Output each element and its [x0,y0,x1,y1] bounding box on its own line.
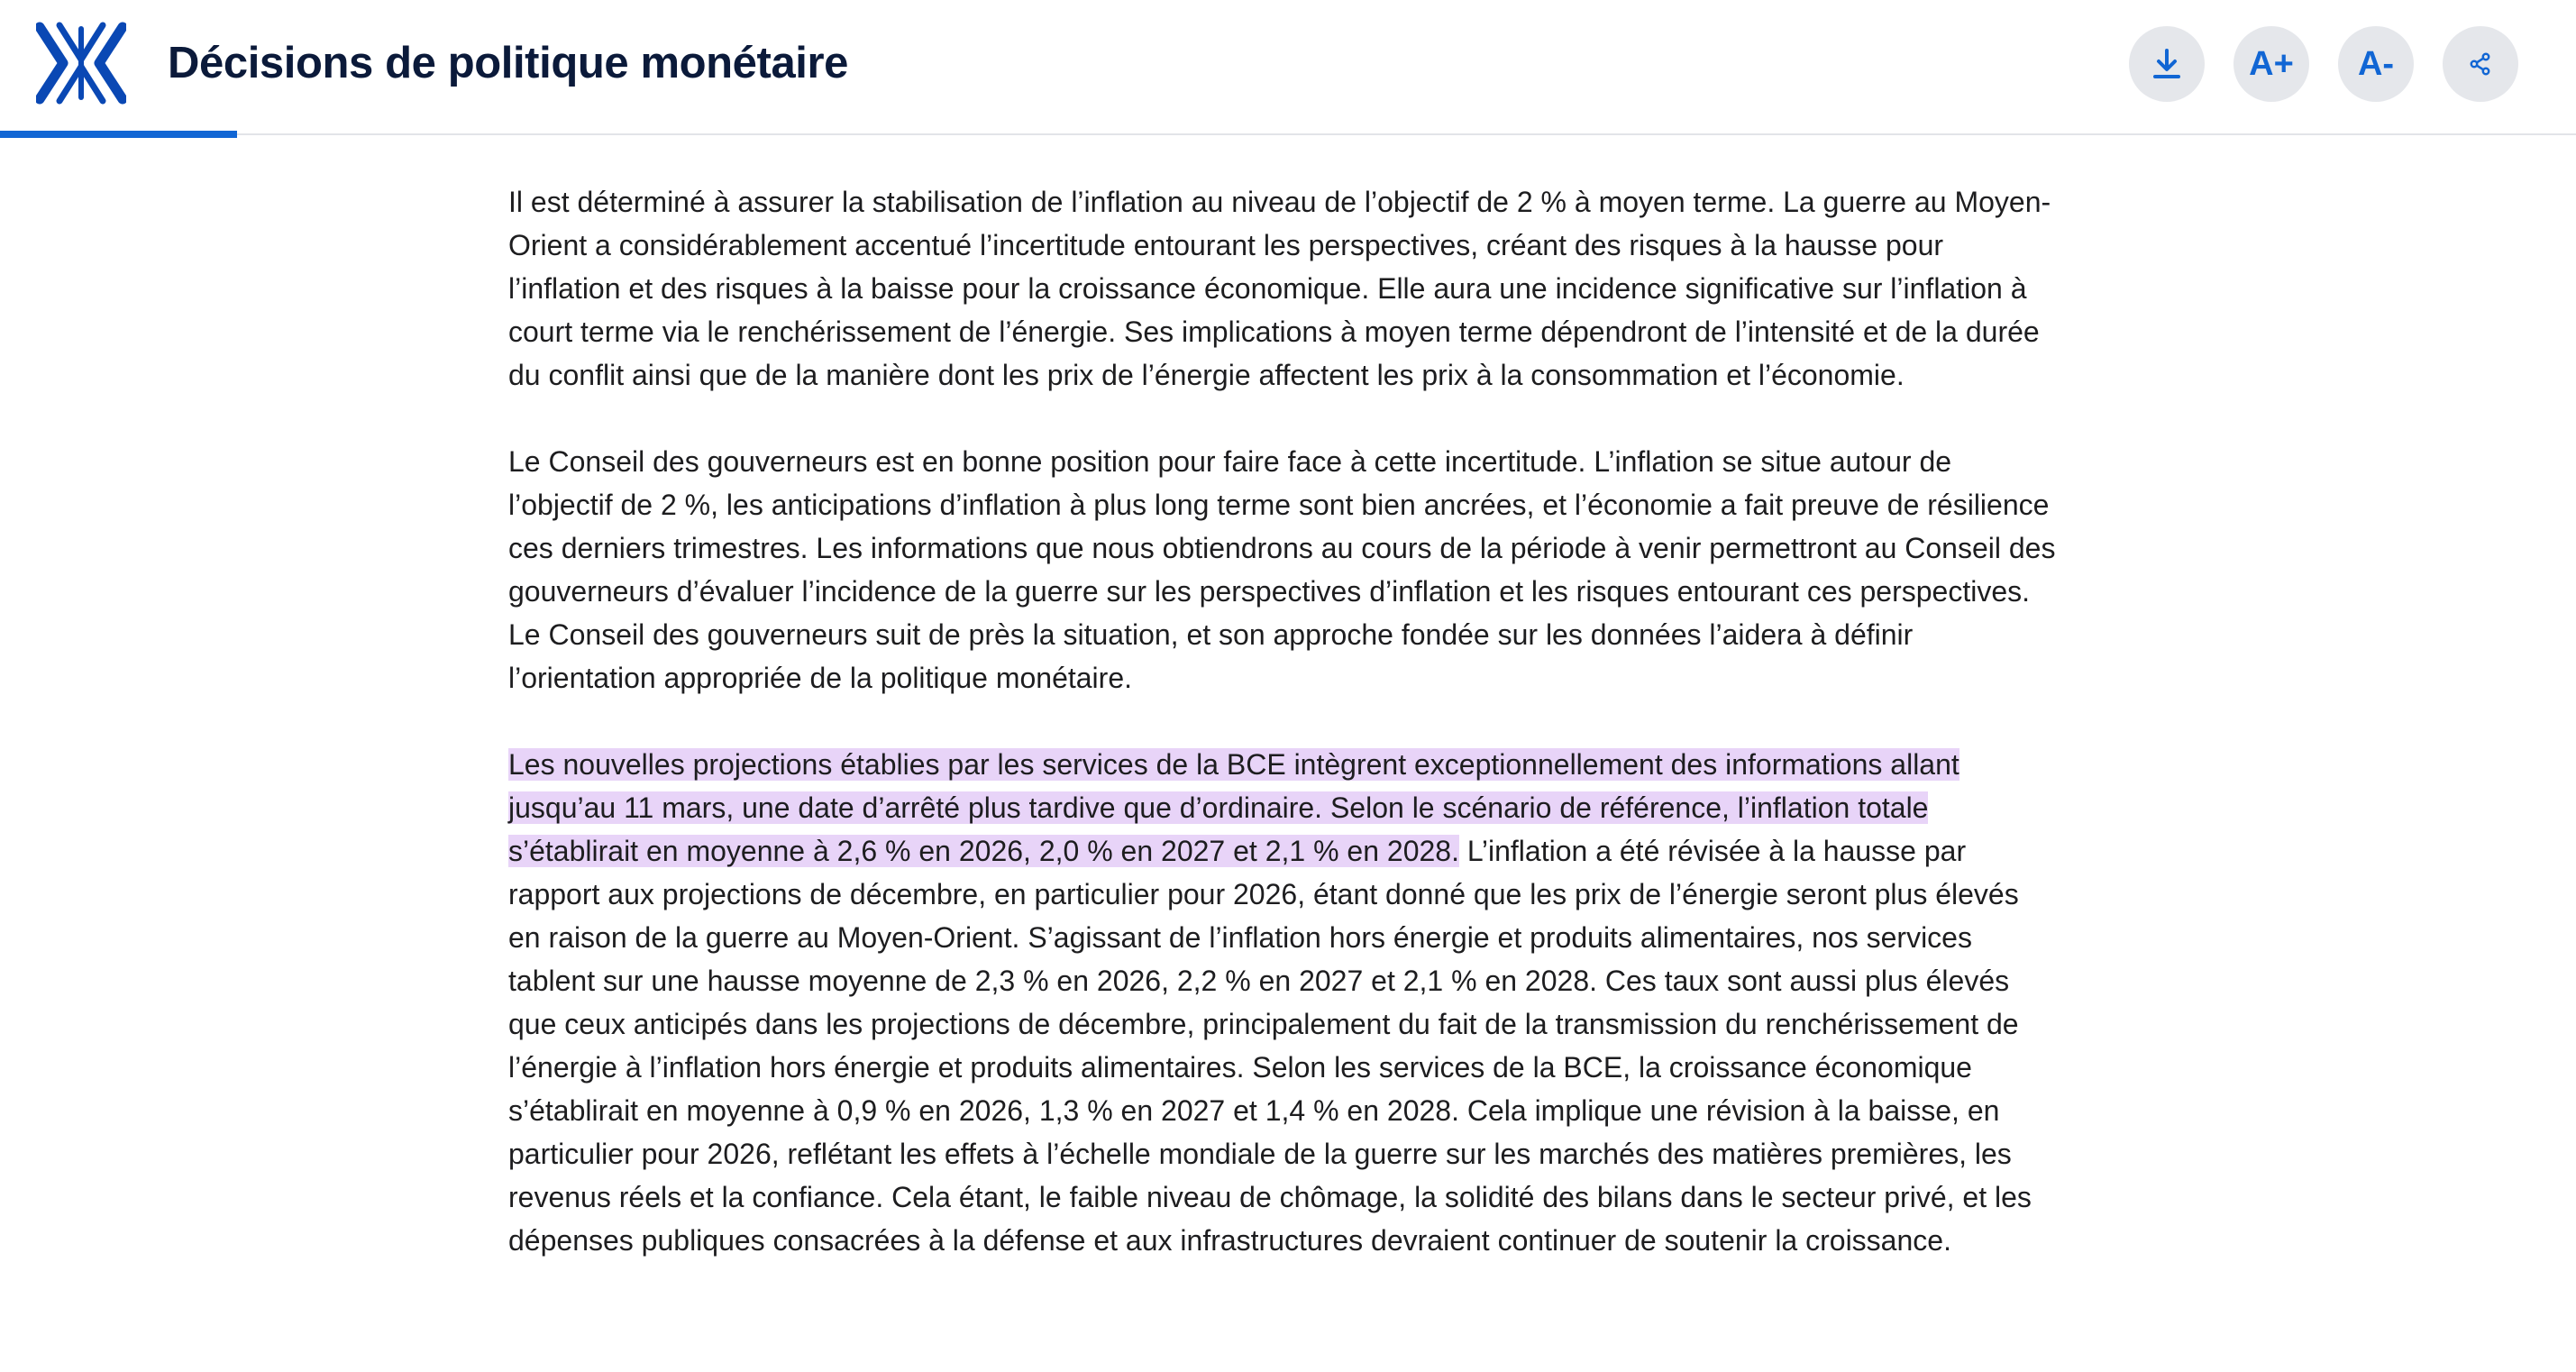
paragraph: Il est déterminé à assurer la stabilisation de l’inflation au niveau de l’objectif de 2 % à moyen terme. La guerre au Moyen-Orient a considérablement accentué l’incertitude entourant les perspectives, créant des risques à la hausse pour l’inflation et des risques à la baisse pour la croissance économique. Elle aura une incidence significative sur l’inflation à court terme via le renchérissement de l’énergie. Ses implications à moyen terme dépendront de l’intensité et de la durée du conflit ainsi que de la manière dont les prix de l’énergie affectent les prix à la consommation et l’économie. [508,186,2051,391]
font-decrease-button[interactable]: A- [2338,26,2414,102]
font-increase-button[interactable]: A+ [2233,26,2309,102]
paragraph [508,743,2059,1262]
download-button[interactable] [2129,26,2205,102]
share-icon [2469,52,2492,76]
top-header [0,0,2576,135]
ecb-logo-icon[interactable] [36,20,126,106]
paragraph-text: L’inflation a été révisée à la hausse par rapport aux projections de décembre, en particulier pour 2026, étant donné que les prix de l’énergie seront plus élevés en raison de la guerre au Moyen-Orient. S’agissant de l’inflation hors énergie et produits alimentaires, nos services tablent sur une hausse moyenne de 2,3 % en 2026, 2,2 % en 2027 et 2,1 % en 2028. Ces taux sont aussi plus élevés que ceux anticipés dans les projections de décembre, principalement du fait de la transmission du renchérissement de l’énergie à l’inflation hors énergie et produits alimentaires. Selon les services de la BCE, la croissance économique s’établirait en moyenne à 0,9 % en 2026, 1,3 % en 2027 et 1,4 % en 2028. Cela implique une révision à la baisse, en particulier pour 2026, reflétant les effets à l’échelle mondiale de la guerre sur les marchés des matières premières, les revenus réels et la confiance. Cela étant, le faible niveau de chômage, la solidité des bilans dans le secteur privé, et les dépenses publiques consacrées à la défense et aux infrastructures devraient continuer de soutenir la croissance. [508,835,2032,1257]
paragraph: Le Conseil des gouverneurs est en bonne position pour faire face à cette incertitude. L’inflation se situe autour de l’objectif de 2 %, les anticipations d’inflation à plus long terme sont bien ancrées, et l’économie a fait preuve de résilience ces derniers trimestres. Les informations que nous obtiendrons au cours de la période à venir permettront au Conseil des gouverneurs d’évaluer l’incidence de la guerre sur les perspectives d’inflation et les risques entourant ces perspectives. Le Conseil des gouverneurs suit de près la situation, et son approche fondée sur les données l’aidera à définir l’orientation appropriée de la politique monétaire. [508,445,2056,694]
share-button[interactable] [2443,26,2518,102]
page-title: Décisions de politique monétaire [168,39,849,87]
article-body [508,180,2059,1305]
highlighted-text: Les nouvelles projections établies par les services de la BCE intègrent exceptionnellement des informations allant jusqu’au 11 mars, une date d’arrêté plus tardive que d’ordinaire. Selon le scénario de référence, l’inflation totale s’établirait en moyenne à 2,6 % en 2026, 2,0 % en 2027 et 2,1 % en 2028. [508,748,1959,867]
download-icon [2151,48,2182,80]
reading-progress-bar [0,131,237,138]
